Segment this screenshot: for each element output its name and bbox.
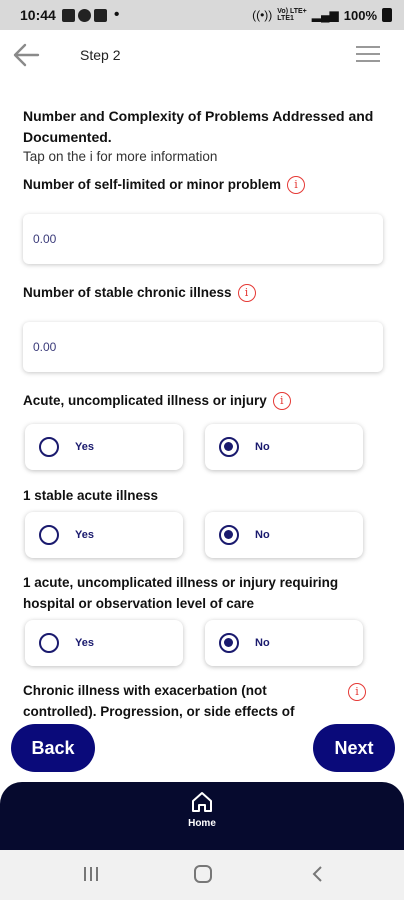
radio-unchecked-icon	[39, 525, 59, 545]
back-arrow-icon[interactable]	[12, 42, 40, 68]
radio-unchecked-icon	[39, 633, 59, 653]
section-title: Number and Complexity of Problems Addressed and Documented.	[23, 108, 374, 145]
more-dot-icon: •	[113, 6, 120, 23]
question-label: Acute, uncomplicated illness or injury i	[23, 390, 291, 411]
self-limited-problems-input[interactable]: 0.00	[23, 214, 383, 264]
question-label: Number of stable chronic illness i	[23, 282, 256, 303]
radio-no[interactable]: No	[205, 424, 363, 470]
nav-home[interactable]	[178, 790, 226, 840]
signal-icon: ▂▄▆	[311, 8, 339, 22]
info-icon[interactable]: i	[238, 284, 256, 302]
battery-percent: 100%	[343, 7, 377, 23]
pie-icon	[78, 9, 91, 22]
app-bar	[0, 30, 404, 80]
menu-icon[interactable]	[356, 46, 380, 64]
stable-chronic-illness-input[interactable]: 0.00	[23, 322, 383, 372]
status-bar	[0, 0, 404, 30]
radio-no[interactable]: No	[205, 512, 363, 558]
bottom-nav	[0, 782, 404, 850]
system-nav-bar	[0, 850, 404, 900]
status-time: 10:44	[20, 7, 56, 23]
notification-icons	[62, 6, 120, 24]
next-button[interactable]: Next	[313, 724, 395, 772]
question-label: Number of self-limited or minor problem i	[23, 174, 305, 195]
info-hint: Tap on the i for more information	[23, 149, 218, 164]
recent-apps-icon[interactable]	[82, 864, 100, 884]
info-icon[interactable]: i	[273, 392, 291, 410]
form-content[interactable]	[0, 80, 404, 720]
radio-yes[interactable]: Yes	[25, 512, 183, 558]
page-title: Step 2	[80, 47, 121, 63]
radio-unchecked-icon	[39, 437, 59, 457]
question-label: 1 stable acute illness	[23, 488, 159, 503]
app-icon	[94, 9, 107, 22]
radio-checked-icon	[219, 437, 239, 457]
battery-icon	[382, 8, 392, 22]
info-icon[interactable]: i	[287, 176, 305, 194]
question-label: Chronic illness with exacerbation (not controlled). Progression, or side effects of	[23, 683, 295, 719]
nav-home-label: Home	[188, 818, 216, 829]
back-button[interactable]: Back	[11, 724, 95, 772]
radio-no[interactable]: No	[205, 620, 363, 666]
network-indicator: Vo) LTE+ LTE1	[277, 8, 307, 22]
radio-checked-icon	[219, 633, 239, 653]
gallery-icon	[62, 9, 75, 22]
radio-yes[interactable]: Yes	[25, 620, 183, 666]
radio-yes[interactable]: Yes	[25, 424, 183, 470]
back-system-icon[interactable]	[310, 864, 326, 884]
info-icon[interactable]: i	[348, 683, 366, 701]
home-system-icon[interactable]	[193, 864, 213, 884]
home-icon	[190, 790, 214, 814]
question-label: 1 acute, uncomplicated illness or injury requiring hospital or observation level of care	[23, 575, 339, 611]
hotspot-icon: ((•))	[252, 8, 273, 22]
radio-checked-icon	[219, 525, 239, 545]
